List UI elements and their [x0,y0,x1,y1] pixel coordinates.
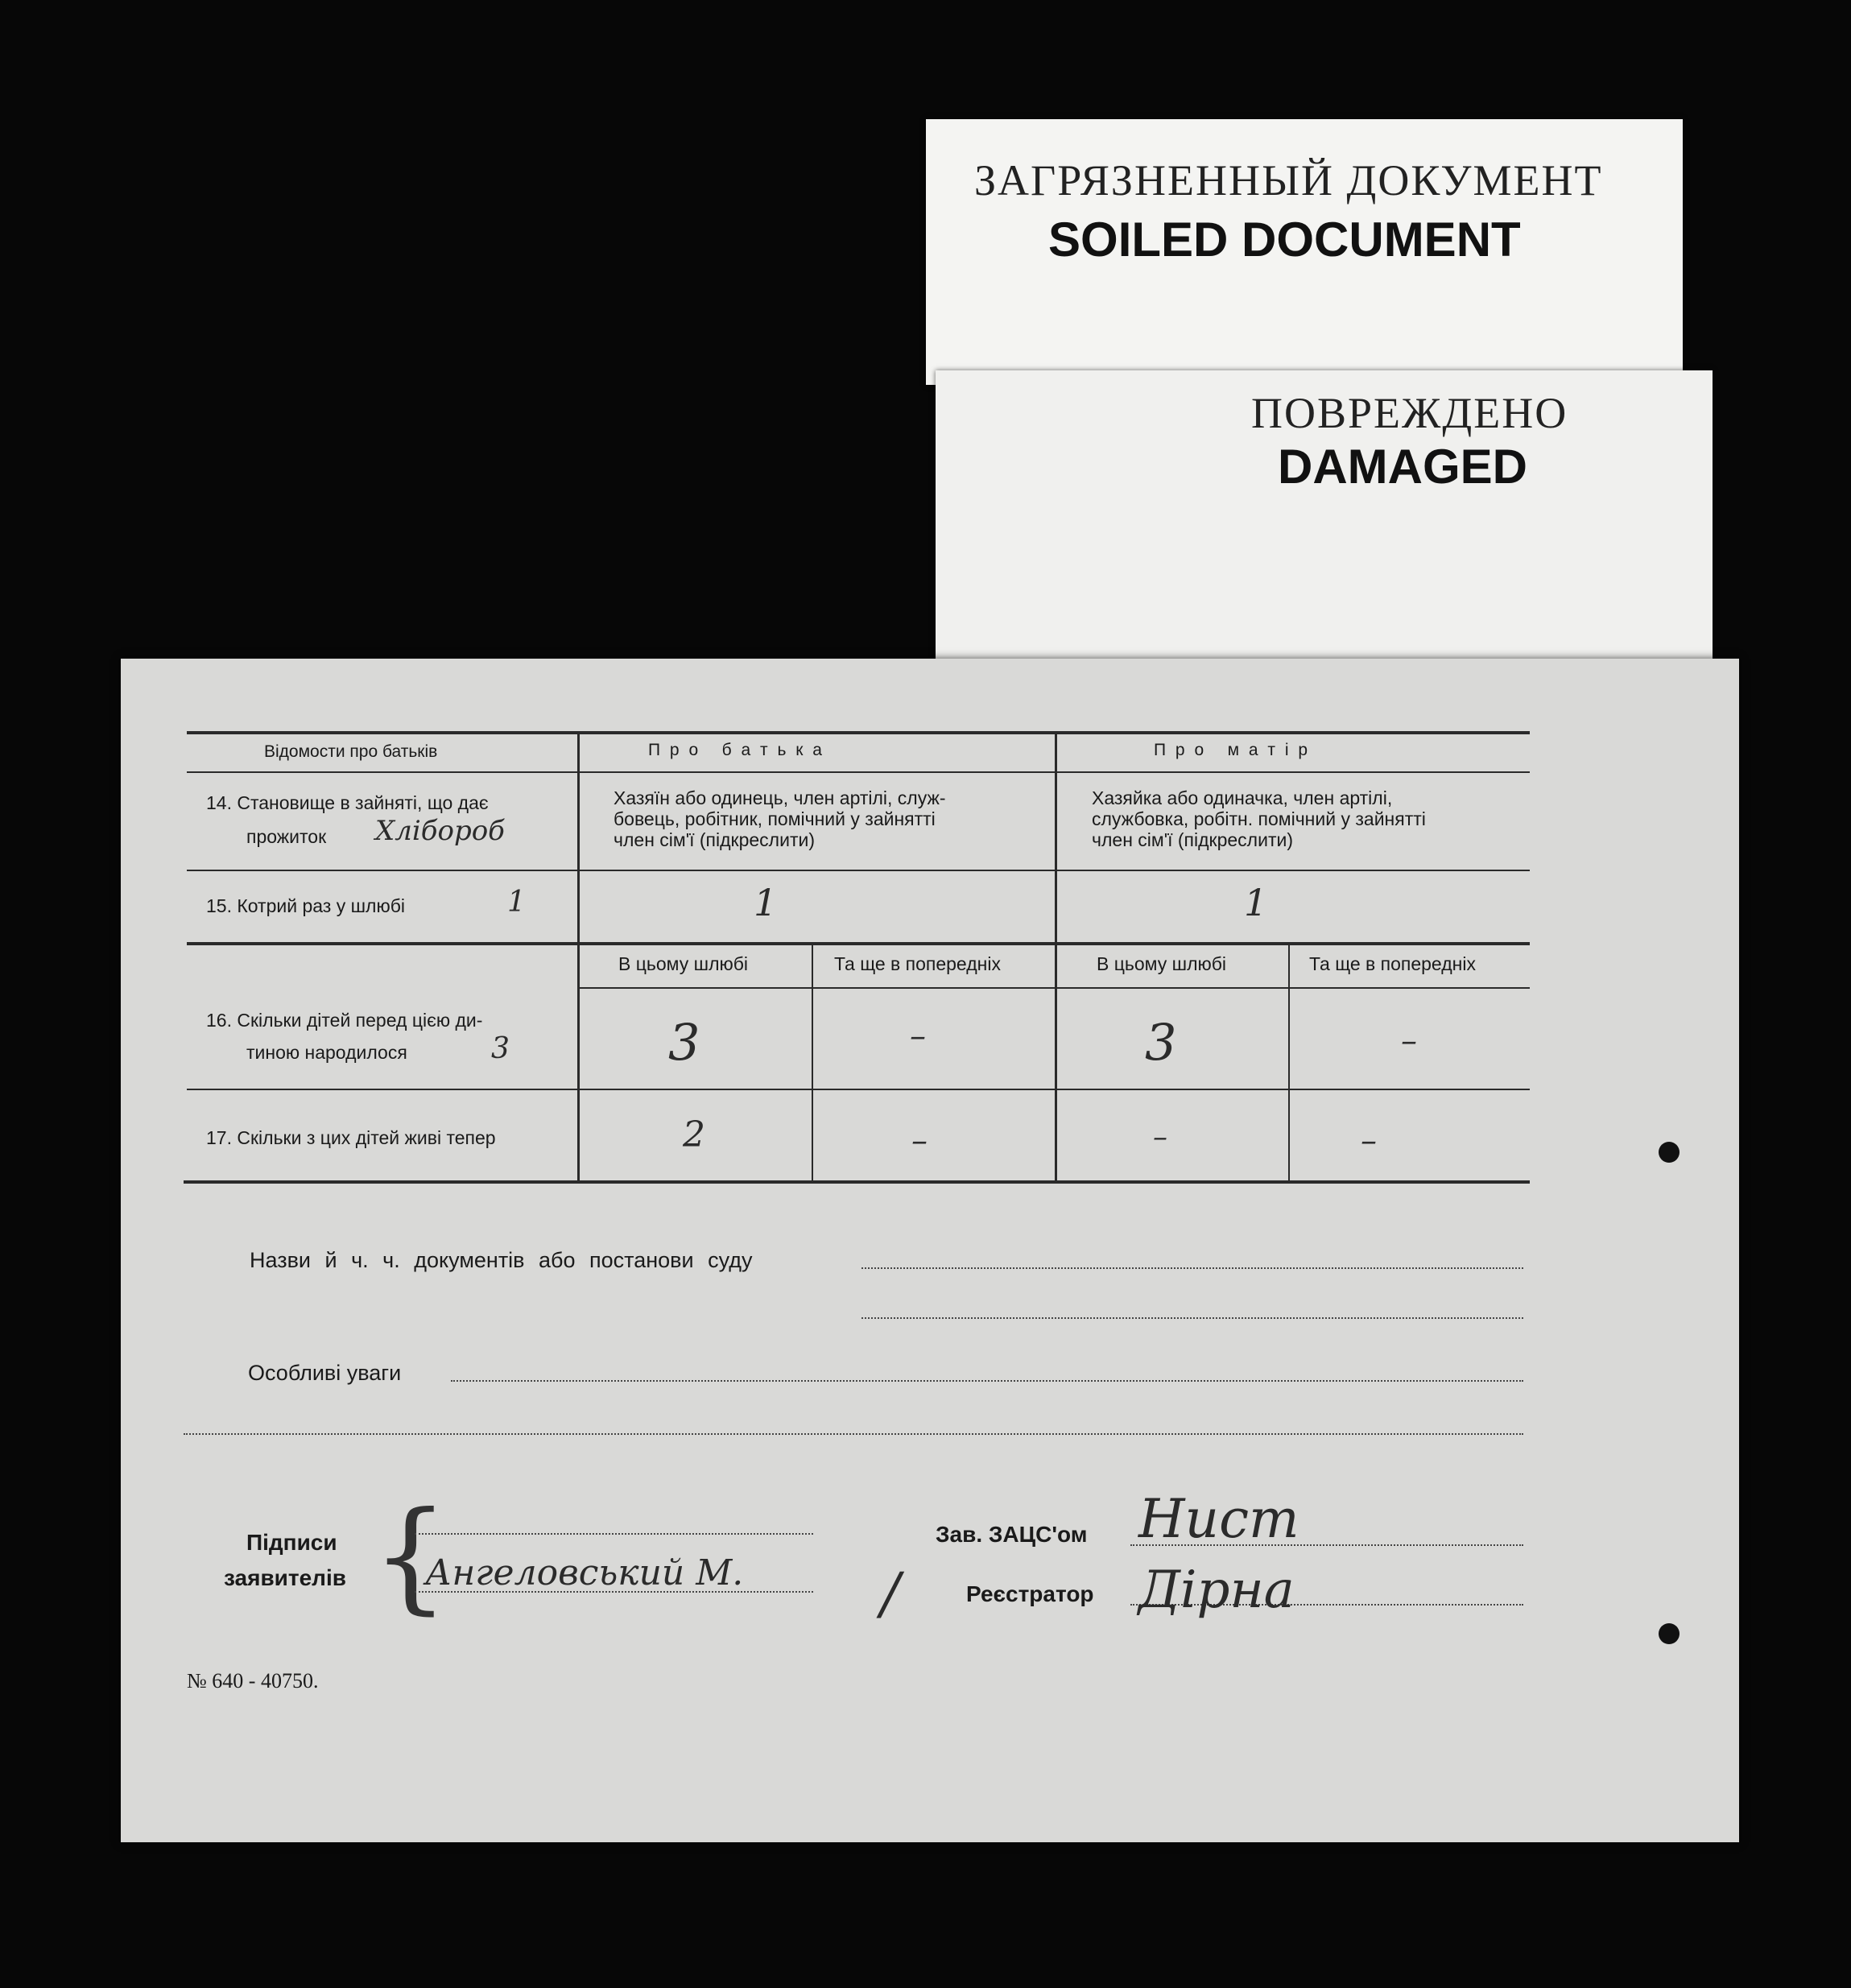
header-parents: Відомости про батьків [264,742,438,761]
damaged-label-ru: ПОВРЕЖДЕНО [1251,389,1568,437]
punch-hole-1 [1659,1142,1680,1163]
registrar-mark: / [881,1560,900,1626]
row14-label-2: прожиток [246,826,327,847]
remarks-label: Особливі уваги [248,1361,402,1385]
row14-mother-line1: Хазяйка або одиначка, член артілі, [1092,787,1393,808]
subheader-rule [578,987,1530,989]
soiled-label-en: SOILED DOCUMENT [1048,213,1521,267]
row17-father-prev-value: – [911,1122,928,1159]
subheader-mother-this: В цьому шлюбі [1097,953,1227,974]
subheader-father-previous: Та ще в попередніх [834,953,1001,974]
signatures-label-2: заявителів [224,1565,346,1590]
head-zags-label: Зав. ЗАЦС'ом [936,1522,1088,1547]
applicant-signature: Ангеловський М. [425,1552,744,1593]
documents-line-1 [861,1267,1523,1269]
row16-label-1: 16. Скільки дітей перед цією ди- [206,1010,483,1031]
soiled-label-ru: ЗАГРЯЗНЕННЫЙ ДОКУМЕНТ [974,156,1603,205]
row15-rule [187,942,1530,945]
applicant-signature-line-1 [415,1533,813,1535]
row17-father-this-value: 2 [683,1114,705,1155]
row14-mother-line2: службовка, робітн. помічний у зайнятті [1092,808,1426,829]
remarks-line-2 [184,1433,1523,1435]
table-bottom-rule [184,1180,1530,1184]
table-top-rule [187,731,1530,734]
subheader-mother-previous: Та ще в попередніх [1309,953,1476,974]
punch-hole-2 [1659,1623,1680,1644]
form-sheet [121,659,1739,1842]
header-father: П р о б а т ь к а [648,741,824,759]
row14-father-line2: бовець, робітник, помічний у зайнятті [614,808,936,829]
table-header-rule [187,771,1530,773]
signatures-brace: { [372,1486,449,1626]
damaged-label [936,370,1713,668]
row16-handwritten-count: 3 [491,1032,510,1065]
documents-label: Назви й ч. ч. документів або постанови суду [250,1248,753,1272]
subheader-father-this: В цьому шлюбі [618,953,749,974]
row14-rule [187,870,1530,871]
registrar-label: Реєстратор [966,1581,1094,1606]
row16-father-prev-value: – [910,1018,926,1055]
row14-handwritten-occupation: Хлібороб [375,815,505,847]
row17-label: 17. Скільки з цих дітей живі тепер [206,1127,496,1148]
row14-label-1: 14. Становище в зайняті, що дає [206,792,489,813]
head-signature: Нист [1138,1488,1299,1550]
row14-father-line1: Хазяїн або одинець, член артілі, служ- [614,787,946,808]
row16-rule [187,1089,1530,1090]
registrar-signature: Дірна [1138,1560,1295,1620]
row14-father-line3: член сім'ї (підкреслити) [614,829,815,850]
row14-mother-line3: член сім'ї (підкреслити) [1092,829,1293,850]
row16-mother-this-value: 3 [1145,1013,1177,1072]
col-divider-mother-sub [1288,945,1290,1182]
row15-label: 15. Котрий раз у шлюбі [206,895,406,916]
row16-father-this-value: 3 [668,1013,700,1072]
row16-label-2: тиною народилося [246,1042,407,1063]
form-number: № 640 - 40750. [187,1669,319,1692]
row17-mother-prev-value: – [1361,1122,1377,1159]
row15-handwritten-count: 1 [507,886,526,919]
row15-father-value: 1 [754,881,778,924]
header-mother: П р о м а т і р [1154,741,1311,759]
col-divider-2 [1055,733,1057,1182]
row17-mother-this-value: – [1153,1121,1167,1154]
damaged-label-en: DAMAGED [1278,440,1527,494]
soiled-document-label [926,119,1683,385]
remarks-line-1 [451,1380,1523,1382]
row16-mother-prev-value: – [1401,1023,1417,1060]
col-divider-1 [577,733,580,1182]
signatures-label-1: Підписи [246,1530,337,1555]
row15-mother-value: 1 [1244,881,1268,924]
documents-line-2 [861,1317,1523,1319]
col-divider-father-sub [812,945,813,1182]
